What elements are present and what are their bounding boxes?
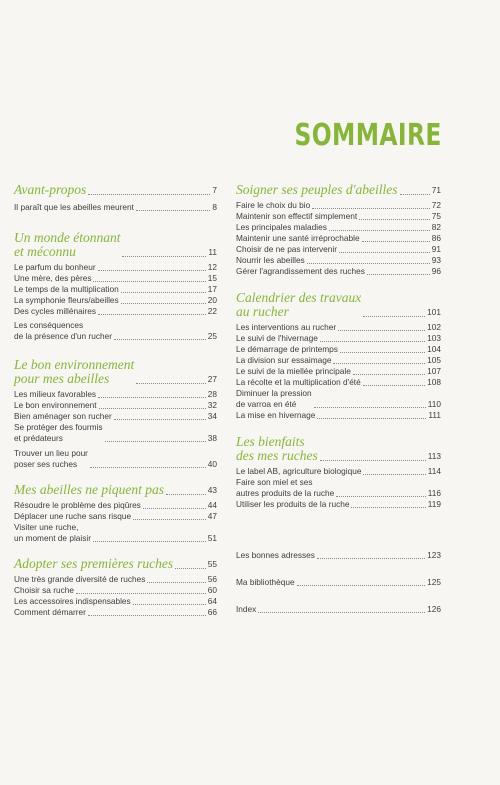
toc-entry-leader: [362, 241, 430, 242]
toc-entry-page: 91: [431, 244, 441, 254]
toc-entry-page: 126: [427, 604, 441, 614]
toc-entry-text: Diminuer la pression de varroa en été: [236, 388, 312, 409]
toc-right-column: [236, 183, 441, 615]
toc-entry-page: 82: [431, 222, 441, 232]
toc-entry-leader: [258, 612, 425, 613]
toc-entry-page: 123: [427, 550, 441, 560]
toc-entry-page: 96: [431, 266, 441, 276]
toc-entry: [236, 322, 441, 333]
toc-entry: [14, 500, 217, 511]
toc-entry-text: Les interventions au rucher: [236, 322, 337, 332]
toc-section-heading-leader: [175, 568, 206, 569]
toc-entry-leader: [307, 263, 430, 264]
toc-entry-page: 51: [207, 533, 217, 543]
toc-entry-page: 38: [207, 433, 217, 443]
toc-entry-page: 75: [431, 211, 441, 221]
toc-section-heading-page: 113: [427, 451, 441, 461]
toc-section-heading: [14, 183, 217, 197]
toc-entry-leader: [351, 507, 425, 508]
toc-entry-leader: [99, 408, 206, 409]
toc-section-heading-text: Un monde étonnant et méconnu: [14, 230, 121, 259]
toc-section-heading-page: 71: [431, 185, 441, 195]
toc-entry: [236, 604, 441, 615]
toc-entry-page: 17: [207, 284, 217, 294]
toc-entry-text: Ma bibliothèque: [236, 577, 295, 587]
toc-entry-text: Des cycles millénaires: [14, 306, 97, 316]
toc-entry-text: Les milieux favorables: [14, 389, 97, 399]
toc-entry: [14, 389, 217, 400]
toc-section-heading-text: Les bienfaits des mes ruches: [236, 434, 318, 463]
toc-entry-leader: [340, 352, 425, 353]
toc-entry-text: Le suivi de la miellée principale: [236, 366, 351, 376]
toc-entry-page: 56: [207, 574, 217, 584]
toc-entry-page: 103: [427, 333, 441, 343]
toc-entry-page: 28: [207, 389, 217, 399]
toc-entry: [14, 448, 217, 470]
toc-entry: [236, 355, 441, 366]
toc-entry-text: Le label AB, agriculture biologique: [236, 466, 362, 476]
toc-entry-leader: [312, 208, 430, 209]
toc-entry-leader: [314, 407, 426, 408]
toc-entry-page: 110: [427, 399, 441, 409]
toc-section: [236, 291, 441, 421]
toc-entry-text: Les principales maladies: [236, 222, 327, 232]
toc-entry-text: Maintenir une santé irréprochable: [236, 233, 360, 243]
toc-section-heading-text: Avant-propos: [14, 182, 87, 197]
toc-entry: [14, 262, 217, 273]
toc-entry-leader: [98, 270, 206, 271]
toc-section-heading-text: Adopter ses premières ruches: [14, 556, 174, 571]
toc-entry-leader: [136, 210, 210, 211]
toc-entry-page: 107: [427, 366, 441, 376]
toc-entry-page: 25: [207, 331, 217, 341]
toc-entry-page: 66: [207, 607, 217, 617]
toc-section-heading: [14, 358, 217, 386]
toc-entry-leader: [93, 281, 205, 282]
toc-entry-page: 125: [427, 577, 441, 587]
toc-entry-leader: [76, 593, 206, 594]
toc-entry-text: Se protéger des fourmis et prédateurs: [14, 422, 103, 443]
toc-entry-leader: [320, 341, 425, 342]
toc-entry-text: La symphonie fleurs/abeilles: [14, 295, 119, 305]
toc-entry-text: Comment démarrer: [14, 607, 86, 617]
toc-entry: [14, 320, 217, 342]
toc-section-heading: [236, 183, 441, 197]
toc-entry-leader: [363, 474, 425, 475]
toc-entry: [14, 585, 217, 596]
toc-entry: [236, 499, 441, 510]
toc-entry: [236, 333, 441, 344]
toc-entry-page: 93: [431, 255, 441, 265]
toc-entry-leader: [329, 230, 430, 231]
toc-section-heading-text: Soigner ses peuples d'abeilles: [236, 182, 398, 197]
toc-entry: [14, 607, 217, 618]
toc-entry-text: Le suivi de l'hivernage: [236, 333, 318, 343]
toc-entry: [236, 377, 441, 388]
toc-section-heading: [236, 435, 441, 463]
toc-entry-leader: [121, 303, 206, 304]
toc-section: [236, 435, 441, 510]
toc-section: [236, 550, 441, 615]
toc-entry-leader: [336, 496, 426, 497]
toc-entry-text: Les bonnes adresses: [236, 550, 315, 560]
toc-entry-leader: [98, 314, 206, 315]
toc-section-heading-leader: [320, 460, 426, 461]
toc-section-heading-leader: [88, 194, 210, 195]
toc-entry-page: 102: [427, 322, 441, 332]
toc-left-column: [14, 183, 217, 618]
toc-entry-page: 114: [427, 466, 441, 476]
toc-section-heading-page: 7: [212, 185, 217, 195]
toc-entry-page: 104: [427, 344, 441, 354]
toc-entry-text: Les conséquences de la présence d'un rucher: [14, 320, 112, 341]
toc-entry: [236, 255, 441, 266]
toc-entry-text: Faire le choix du bio: [236, 200, 311, 210]
toc-entry: [236, 233, 441, 244]
toc-section: [14, 183, 217, 213]
toc-entry-text: Le temps de la multiplication: [14, 284, 119, 294]
toc-entry: [14, 400, 217, 411]
toc-entry: [14, 511, 217, 522]
toc-entry: [236, 244, 441, 255]
toc-entry-page: 119: [427, 499, 441, 509]
toc-section: [14, 358, 217, 470]
toc-entry: [14, 574, 217, 585]
toc-entry-leader: [339, 252, 430, 253]
toc-entry: [236, 388, 441, 410]
toc-entry: [236, 211, 441, 222]
toc-entry: [236, 222, 441, 233]
toc-entry-leader: [114, 339, 206, 340]
toc-entry-text: Visiter une ruche, un moment de plaisir: [14, 522, 92, 543]
toc-entry: [14, 273, 217, 284]
toc-entry-leader: [93, 541, 206, 542]
toc-entry-page: 108: [427, 377, 441, 387]
toc-entry: [14, 284, 217, 295]
toc-entry-page: 111: [428, 410, 441, 420]
toc-entry-leader: [338, 330, 425, 331]
toc-entry-leader: [317, 558, 425, 559]
toc-section-heading: [14, 557, 217, 571]
toc-section-heading-leader: [136, 383, 206, 384]
toc-section-heading-leader: [122, 256, 206, 257]
toc-section: [14, 231, 217, 342]
toc-entry-text: Résoudre le problème des piqûres: [14, 500, 141, 510]
toc-section: [236, 183, 441, 277]
toc-entry-leader: [133, 604, 206, 605]
toc-entry-page: 47: [207, 511, 217, 521]
toc-entry-leader: [105, 441, 206, 442]
toc-entry: [236, 266, 441, 277]
toc-entry-text: Choisir sa ruche: [14, 585, 74, 595]
toc-section-heading-text: Mes abeilles ne piquent pas: [14, 482, 164, 497]
toc-entry-leader: [297, 585, 426, 586]
toc-entry-page: 40: [207, 459, 217, 469]
toc-entry-page: 34: [207, 411, 217, 421]
toc-section-heading-page: 11: [208, 247, 217, 257]
toc-entry-text: Maintenir son effectif simplement: [236, 211, 358, 221]
toc-entry-leader: [114, 419, 206, 420]
toc-section: [14, 483, 217, 544]
toc-entry-leader: [90, 467, 206, 468]
toc-entry-page: 116: [427, 488, 441, 498]
toc-section: [14, 557, 217, 618]
toc-entry: [14, 202, 217, 213]
toc-entry-text: La mise en hivernage: [236, 410, 316, 420]
toc-entry-leader: [88, 615, 206, 616]
toc-section-heading: [14, 231, 217, 259]
toc-entry-leader: [98, 397, 206, 398]
toc-entry: [236, 466, 441, 477]
toc-entry-page: 32: [207, 400, 217, 410]
toc-entry-text: Index: [236, 604, 257, 614]
toc-entry: [14, 596, 217, 607]
toc-entry-page: 60: [207, 585, 217, 595]
toc-entry: [236, 477, 441, 499]
toc-entry: [14, 306, 217, 317]
toc-section-heading: [236, 291, 441, 319]
toc-entry-leader: [133, 519, 206, 520]
toc-entry: [236, 577, 441, 588]
toc-entry-text: Le parfum du bonheur: [14, 262, 96, 272]
toc-entry-text: Il paraît que les abeilles meurent: [14, 202, 134, 212]
toc-entry-text: Une très grande diversité de ruches: [14, 574, 146, 584]
toc-entry-page: 15: [207, 273, 217, 283]
toc-section-heading-leader: [400, 194, 430, 195]
toc-entry-text: Faire son miel et ses autres produits de la ruche: [236, 477, 335, 498]
toc-entry-text: Gérer l'agrandissement des ruches: [236, 266, 365, 276]
toc-entry-text: La récolte et la multiplication d'été: [236, 377, 361, 387]
toc-entry-page: 86: [431, 233, 441, 243]
toc-section-heading-page: 55: [207, 559, 217, 569]
toc-entry-text: Le démarrage de printemps: [236, 344, 338, 354]
toc-entry: [236, 344, 441, 355]
toc-entry: [14, 295, 217, 306]
toc-entry-leader: [363, 385, 425, 386]
toc-entry-text: Le bon environnement: [14, 400, 97, 410]
toc-section-heading: [14, 483, 217, 497]
toc-entry-leader: [147, 582, 205, 583]
toc-section-heading-page: 101: [427, 307, 441, 317]
toc-section-heading-leader: [166, 494, 206, 495]
toc-entry-page: 72: [431, 200, 441, 210]
toc-entry-text: Trouver un lieu pour poser ses ruches: [14, 448, 88, 469]
toc-entry-text: Choisir de ne pas intervenir: [236, 244, 337, 254]
toc-entry-page: 20: [207, 295, 217, 305]
toc-entry-text: Déplacer une ruche sans risque: [14, 511, 132, 521]
toc-entry: [14, 411, 217, 422]
toc-section-heading-text: Le bon environnement pour mes abeilles: [14, 357, 135, 386]
toc-section-heading-leader: [363, 316, 425, 317]
toc-entry: [14, 422, 217, 444]
toc-entry-leader: [333, 363, 425, 364]
toc-entry-leader: [367, 274, 430, 275]
toc-entry-leader: [359, 219, 430, 220]
toc-entry-leader: [317, 418, 426, 419]
toc-entry: [236, 366, 441, 377]
toc-entry-text: Nourrir les abeilles: [236, 255, 305, 265]
toc-entry-text: La division sur essaimage: [236, 355, 332, 365]
toc-section-heading-text: Calendrier des travaux au rucher: [236, 290, 362, 319]
toc-entry-leader: [143, 508, 206, 509]
toc-entry: [236, 200, 441, 211]
toc-entry-text: Utiliser les produits de la ruche: [236, 499, 350, 509]
toc-entry: [236, 550, 441, 561]
toc-entry-text: Les accessoires indispensables: [14, 596, 131, 606]
toc-section-heading-page: 43: [207, 485, 217, 495]
toc-entry-page: 22: [207, 306, 217, 316]
toc-entry: [14, 522, 217, 544]
toc-entry: [236, 410, 441, 421]
toc-entry-page: 12: [207, 262, 217, 272]
toc-entry-leader: [121, 292, 206, 293]
page-title: SOMMAIRE: [294, 118, 442, 153]
toc-entry-page: 64: [207, 596, 217, 606]
toc-entry-page: 8: [212, 202, 217, 212]
toc-entry-text: Une mère, des pères: [14, 273, 92, 283]
toc-entry-page: 44: [207, 500, 217, 510]
toc-entry-leader: [353, 374, 425, 375]
toc-entry-text: Bien aménager son rucher: [14, 411, 112, 421]
toc-section-heading-page: 27: [207, 374, 217, 384]
toc-entry-page: 105: [427, 355, 441, 365]
